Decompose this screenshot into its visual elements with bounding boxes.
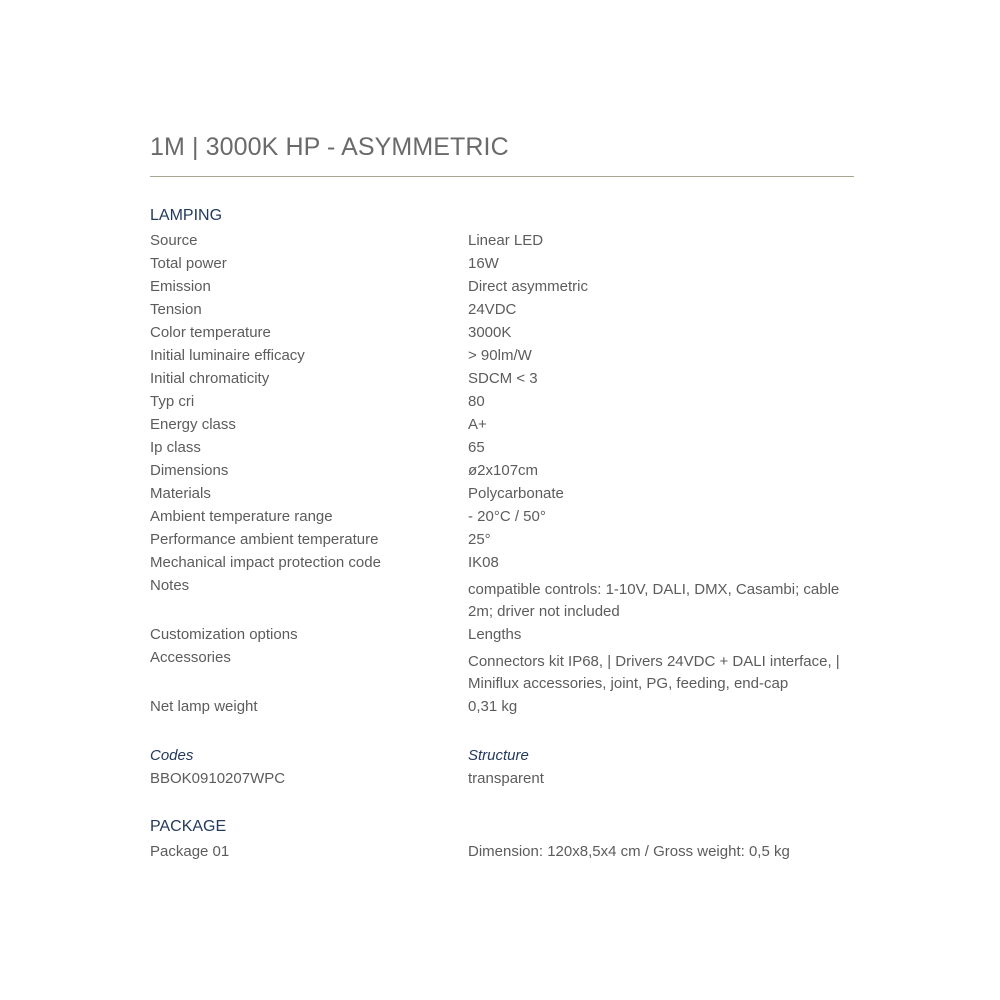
spec-label: Ambient temperature range (150, 508, 333, 525)
spec-value: 3000K (468, 324, 512, 341)
spec-label: Dimensions (150, 462, 229, 479)
spec-label: Customization options (150, 626, 298, 643)
spec-label: Tension (150, 301, 202, 318)
codes-value: BBOK0910207WPC (150, 770, 286, 787)
spec-value: SDCM < 3 (468, 370, 538, 387)
spec-label: Initial luminaire efficacy (150, 347, 305, 364)
spec-value: > 90lm/W (468, 347, 532, 364)
spec-value: 24VDC (468, 301, 517, 318)
structure-value: transparent (468, 770, 544, 787)
spec-value: Polycarbonate (468, 485, 564, 502)
page-title: 1M | 3000K HP - ASYMMETRIC (150, 133, 509, 161)
spec-value: IK08 (468, 554, 499, 571)
spec-label: Emission (150, 278, 211, 295)
spec-value: A+ (468, 416, 487, 433)
structure-heading: Structure (468, 747, 529, 764)
spec-label: Notes (150, 577, 190, 594)
spec-value-accessories: Connectors kit IP68, | Drivers 24VDC + DALI interface, | Miniflux accessories, joint, PG, feeding, end-cap (468, 653, 840, 692)
spec-value: 65 (468, 439, 485, 456)
package-value: Dimension: 120x8,5x4 cm / Gross weight: 0,5 kg (468, 843, 790, 860)
spec-label: Total power (150, 255, 227, 272)
spec-value: Direct asymmetric (468, 278, 589, 295)
spec-label: Typ cri (150, 393, 195, 410)
spec-value: Linear LED (468, 232, 544, 249)
spec-label: Mechanical impact protection code (150, 554, 381, 571)
spec-label: Energy class (150, 416, 236, 433)
spec-value: Lengths (468, 626, 522, 643)
spec-label: Ip class (150, 439, 201, 456)
spec-value-notes: compatible controls: 1-10V, DALI, DMX, Casambi; cable 2m; driver not included (468, 581, 840, 620)
spec-label: Accessories (150, 649, 231, 666)
spec-value: 16W (468, 255, 499, 272)
spec-value: 80 (468, 393, 485, 410)
spec-label: Performance ambient temperature (150, 531, 379, 548)
spec-value: 25° (468, 531, 491, 548)
spec-value: - 20°C / 50° (468, 508, 546, 525)
spec-label: Initial chromaticity (150, 370, 270, 387)
spec-label: Source (150, 232, 198, 249)
title-divider (150, 176, 854, 177)
spec-value: ø2x107cm (468, 462, 539, 479)
spec-value: 0,31 kg (468, 698, 518, 715)
spec-label: Color temperature (150, 324, 271, 341)
spec-label: Materials (150, 485, 211, 502)
codes-heading: Codes (150, 747, 194, 764)
spec-label: Net lamp weight (150, 698, 258, 715)
section-heading-lamping: LAMPING (150, 207, 223, 224)
section-heading-package: PACKAGE (150, 818, 227, 835)
package-label: Package 01 (150, 843, 230, 860)
